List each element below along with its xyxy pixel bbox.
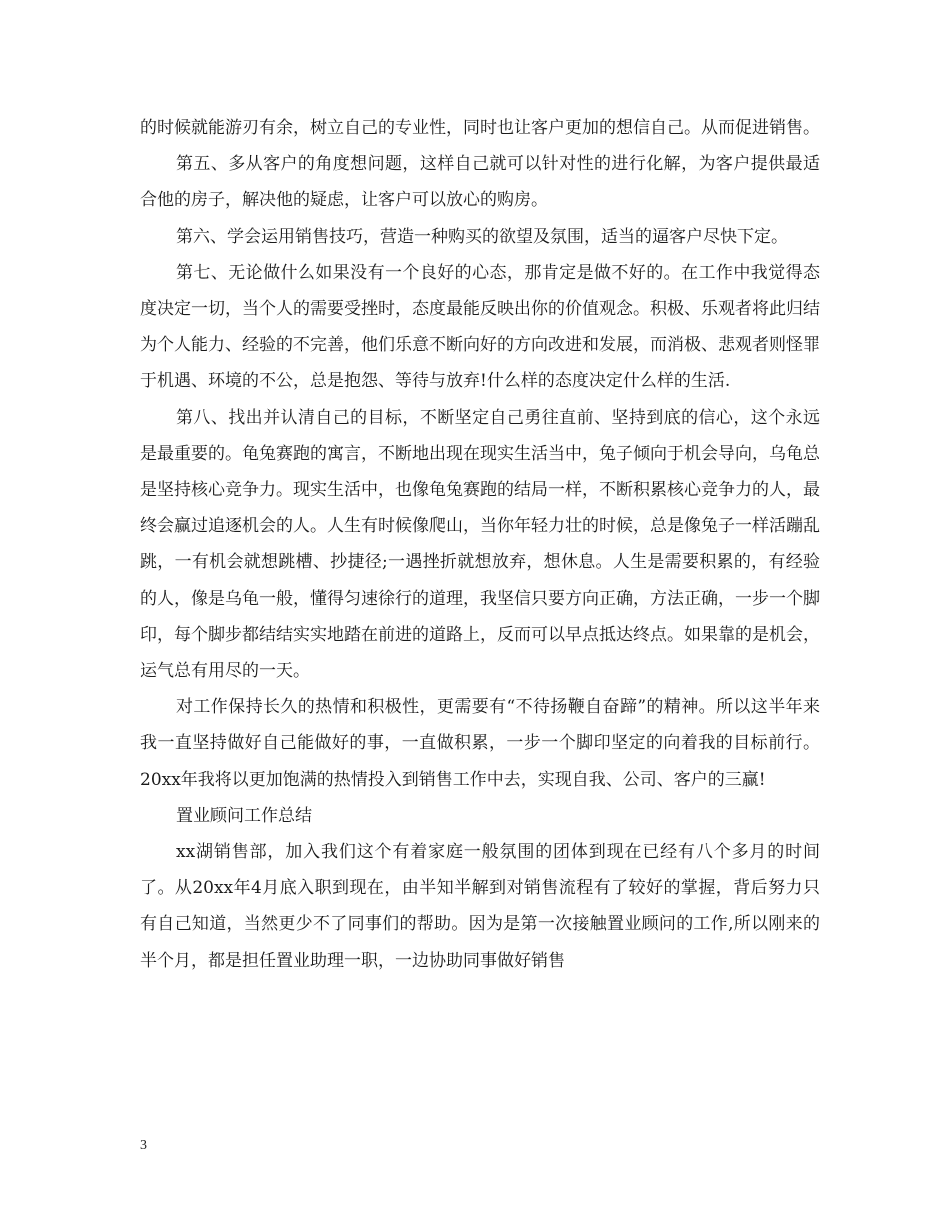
- paragraph-sixth-point: 第六、学会运用销售技巧，营造一种购买的欲望及氛围，适当的逼客户尽快下定。: [176, 226, 788, 247]
- paragraph-intro: xx湖销售部，加入我们这个有着家庭一般氛围的团体到现在已经有八个多月的时间了。从20xx年4月底入职到现在，由半知半解到对销售流程有了较好的掌握，背后努力只有自己知道，当然更少不了同事们的帮助。因为是第一次接触置业顾问的工作,所以刚来的半个月，都是担任置业助理一职，一边协助同事做好销售: [140, 842, 820, 971]
- paragraph-closing: 对工作保持长久的热情和积极性，更需要有“不待扬鞭自奋蹄”的精神。所以这半年来我一直坚持做好自己能做好的事，一直做积累，一步一个脚印坚定的向着我的目标前行。20xx年我将以更加饱满的热情投入到销售工作中去，实现自我、公司、客户的三赢!: [140, 697, 820, 790]
- document-body: [140, 110, 820, 979]
- paragraph-fifth-point: 第五、多从客户的角度想问题，这样自己就可以针对性的进行化解，为客户提供最适合他的房子，解决他的疑虑，让客户可以放心的购房。: [140, 154, 820, 211]
- paragraph-continuation: 的时候就能游刃有余，树立自己的专业性，同时也让客户更加的想信自己。从而促进销售。: [140, 118, 820, 138]
- paragraph-seventh-point: 第七、无论做什么如果没有一个良好的心态，那肯定是做不好的。在工作中我觉得态度决定一切，当个人的需要受挫时，态度最能反映出你的价值观念。积极、乐观者将此归结为个人能力、经验的不完善，他们乐意不断向好的方向改进和发展，而消极、悲观者则怪罪于机遇、环境的不公，总是抱怨、等待与放弃!什么样的态度决定什么样的生活.: [140, 262, 820, 392]
- section-title: 置业顾问工作总结: [176, 805, 312, 826]
- paragraph-eighth-point: 第八、找出并认清自己的目标，不断坚定自己勇往直前、坚持到底的信心，这个永远是最重要的。龟兔赛跑的寓言，不断地出现在现实生活当中，兔子倾向于机会导向，乌龟总是坚持核心竞争力。现实生活中，也像龟兔赛跑的结局一样，不断积累核心竞争力的人，最终会赢过追逐机会的人。人生有时候像爬山，当你年轻力壮的时候，总是像兔子一样活蹦乱跳，一有机会就想跳槽、抄捷径;一遇挫折就想放弃，想休息。人生是需要积累的，有经验的人，像是乌龟一般，懂得匀速徐行的道理，我坚信只要方向正确，方法正确，一步一个脚印，每个脚步都结结实实地踏在前进的道路上，反而可以早点抵达终点。如果靠的是机会，运气总有用尽的一天。: [140, 407, 820, 682]
- page-number: 3: [140, 1138, 147, 1153]
